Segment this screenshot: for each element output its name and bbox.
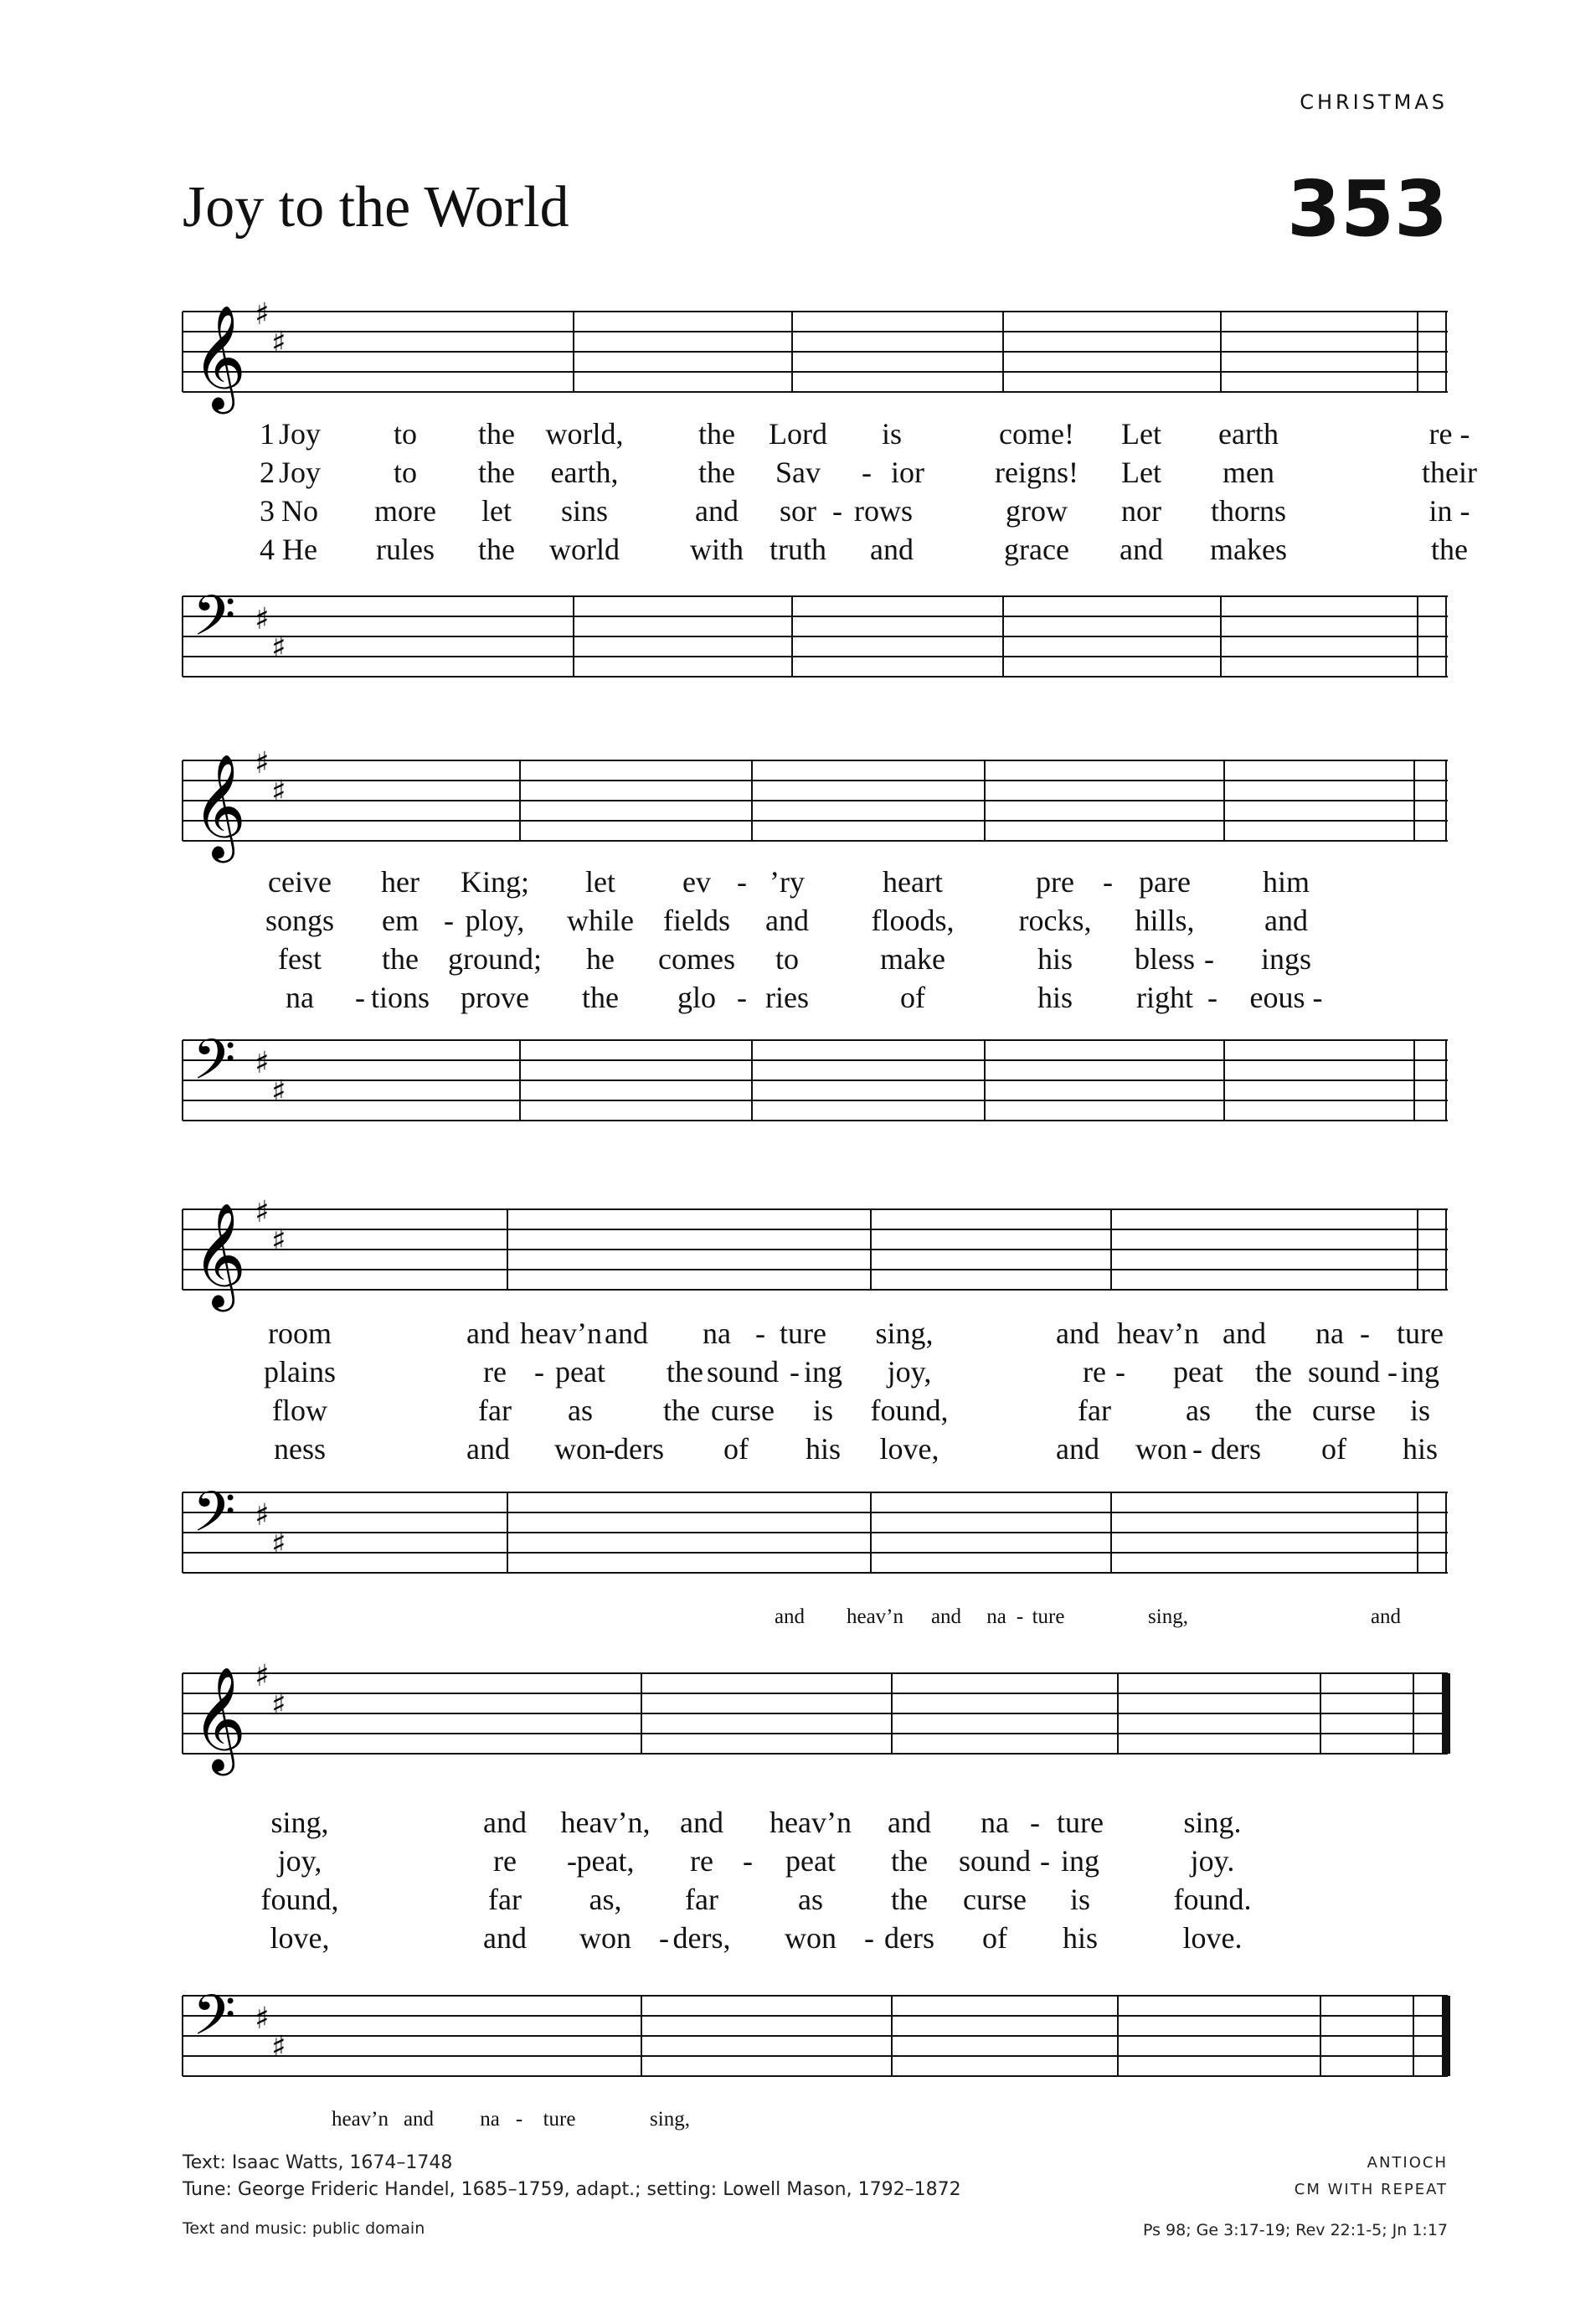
lyric-syllable: far <box>478 1394 512 1427</box>
verse-line <box>183 532 1468 570</box>
lyric-syllable: sins <box>560 494 609 528</box>
sharp-icon: ♯ <box>255 1195 270 1229</box>
lyric-syllable: the <box>1431 533 1468 566</box>
lyric-syllable: his <box>1037 942 1073 976</box>
verse-line <box>183 416 1470 455</box>
sharp-icon: ♯ <box>271 631 286 665</box>
lyric-syllable: peat, <box>576 1844 635 1878</box>
staff-lines <box>183 1480 1448 1574</box>
verse-line <box>183 1431 1448 1470</box>
lyric-syllable: world, <box>545 417 624 451</box>
lyric-syllable: and <box>680 1806 723 1839</box>
lyric-syllable: sound <box>1307 1355 1381 1389</box>
lyric-syllable: as, <box>589 1883 622 1916</box>
lyric-syllable: ploy, <box>465 904 525 937</box>
lyric-syllable: found, <box>260 1883 339 1916</box>
lyric-syllable: and <box>483 1921 527 1955</box>
verse-number: 1 <box>260 417 275 451</box>
sharp-icon: ♯ <box>271 1527 286 1561</box>
sharp-icon: ♯ <box>255 1498 270 1533</box>
lyric-syllable: sound <box>958 1844 1032 1878</box>
meter: CM WITH REPEAT <box>1294 2181 1448 2198</box>
lower-voice-lyrics <box>183 1605 1448 1631</box>
treble-clef-icon: 𝄞 <box>193 1667 246 1771</box>
lyric-syllable: re <box>1083 1355 1106 1389</box>
lyric-syllable: and <box>1056 1432 1099 1466</box>
verse-line <box>183 1805 1448 1843</box>
lyric-syllable: - <box>737 981 747 1014</box>
lyric-syllable: ture <box>780 1317 826 1350</box>
lyric-syllable: sing, <box>875 1317 934 1350</box>
bass-staff <box>183 1028 1448 1121</box>
lyric-syllable: sing. <box>1183 1806 1242 1839</box>
lyric-syllable: - <box>755 1317 765 1350</box>
lyric-syllable: and <box>870 533 914 566</box>
lyric-syllable: let <box>585 865 615 899</box>
lyric-syllable: far <box>685 1883 718 1916</box>
lyric-syllable: him <box>1262 865 1310 899</box>
bass-clef-icon: 𝄢 <box>193 1983 236 2061</box>
lyric-syllable: the <box>1255 1355 1292 1389</box>
lyric-syllable: while <box>567 904 634 937</box>
bass-staff <box>183 584 1448 678</box>
lyric-syllable: of <box>1321 1432 1346 1466</box>
lyric-syllable: - <box>1103 865 1113 899</box>
lyric-syllable: love, <box>270 1921 330 1955</box>
lyric-syllable: - <box>737 865 747 899</box>
lyric-syllable: found, <box>870 1394 949 1427</box>
lyric-syllable: em <box>382 904 419 937</box>
lyric-syllable: of <box>900 981 925 1014</box>
lower-voice-syllable: heav’n <box>331 2108 389 2131</box>
lyric-syllable: grow <box>1006 494 1068 528</box>
lyric-syllable: glo <box>677 981 717 1014</box>
lyric-syllable: and <box>1120 533 1163 566</box>
lyric-syllable: Lord <box>769 417 827 451</box>
lyric-syllable: pare <box>1139 865 1191 899</box>
lyric-syllable: flow <box>272 1394 327 1427</box>
lower-voice-syllable: na <box>480 2108 500 2131</box>
lower-voice-syllable: heav’n <box>846 1605 904 1628</box>
lyric-syllable: - <box>1030 1806 1040 1839</box>
lyric-syllable: heav’n <box>520 1317 602 1350</box>
lyric-syllable: plains <box>264 1355 336 1389</box>
lyric-syllable: rows <box>854 494 913 528</box>
lyric-syllable: love, <box>879 1432 939 1466</box>
lyric-syllable: re <box>690 1844 713 1878</box>
lower-voice-syllable: sing, <box>1148 1605 1188 1628</box>
lyric-syllable: - <box>1115 1355 1125 1389</box>
lyric-syllable: fields <box>663 904 730 937</box>
lyric-syllable: grace <box>1004 533 1069 566</box>
lyric-syllable: - <box>862 456 872 489</box>
lyric-syllable: No <box>281 494 318 528</box>
verse-line <box>183 1882 1448 1920</box>
lyric-syllable: and <box>888 1806 931 1839</box>
lyric-syllable: eous - <box>1249 981 1323 1014</box>
lyric-syllable: - <box>1207 981 1217 1014</box>
lyric-syllable: ture <box>1397 1317 1444 1350</box>
treble-staff <box>183 1659 1448 1771</box>
verse-number: 2 <box>260 456 275 489</box>
lyric-syllable: - <box>567 1844 577 1878</box>
hymn-title: Joy to the World <box>183 175 569 240</box>
treble-clef-icon: 𝄞 <box>193 305 246 410</box>
lyric-syllable: tions <box>370 981 430 1014</box>
lyric-syllable: rocks, <box>1018 904 1092 937</box>
lyric-syllable: the <box>582 981 619 1014</box>
sharp-icon: ♯ <box>271 1074 286 1109</box>
verse-line <box>183 1920 1448 1959</box>
verse-line <box>183 1843 1448 1882</box>
bass-clef-icon: 𝄢 <box>193 1028 236 1105</box>
sharp-icon: ♯ <box>255 746 270 781</box>
lyric-syllable: re <box>483 1355 507 1389</box>
lower-voice-syllable: and <box>403 2108 435 2131</box>
lyric-syllable: heav’n <box>1117 1317 1199 1350</box>
lyric-syllable: world <box>549 533 620 566</box>
lyric-syllable: joy, <box>277 1844 322 1878</box>
lyric-syllable: heav’n <box>770 1806 852 1839</box>
lyric-syllable: He <box>282 533 317 566</box>
sharp-icon: ♯ <box>255 1046 270 1080</box>
bass-clef-icon: 𝄢 <box>193 1480 236 1558</box>
lyric-syllable: of <box>723 1432 749 1466</box>
lyric-syllable: far <box>488 1883 522 1916</box>
lyric-syllable: more <box>374 494 436 528</box>
lyric-syllable: is <box>1069 1883 1091 1916</box>
lyric-syllable: the <box>698 456 735 489</box>
lyric-syllable: is <box>881 417 903 451</box>
lyric-syllable: Joy <box>278 417 322 451</box>
lyric-syllable: his <box>1037 981 1073 1014</box>
lyric-syllable: the <box>478 533 515 566</box>
lyric-syllable: to <box>775 942 800 976</box>
lyric-syllable: - <box>790 1355 800 1389</box>
lower-voice-syllable: ture <box>543 2108 576 2131</box>
lyric-syllable: his <box>805 1432 842 1466</box>
lyric-syllable: love. <box>1182 1921 1243 1955</box>
lyric-syllable: and <box>1223 1317 1266 1350</box>
lyric-syllable: he <box>586 942 615 976</box>
lower-voice-syllable: and <box>774 1605 806 1628</box>
lower-voice-syllable: - <box>1016 1605 1024 1628</box>
verse-line <box>183 864 1448 903</box>
lyric-syllable: the <box>667 1355 703 1389</box>
staff-lines <box>183 746 1448 858</box>
verse-line <box>183 941 1448 980</box>
verse-number: 4 <box>260 533 275 566</box>
lyric-syllable: ness <box>274 1432 326 1466</box>
bass-staff <box>183 1983 1448 2077</box>
lyric-syllable: pre <box>1036 865 1074 899</box>
treble-clef-icon: 𝄞 <box>193 1203 246 1307</box>
lower-voice-syllable: sing, <box>650 2108 690 2131</box>
scripture-references: Ps 98; Ge 3:17-19; Rev 22:1-5; Jn 1:17 <box>1143 2221 1448 2239</box>
verse-line <box>183 1393 1448 1431</box>
staff-lines <box>183 297 1448 410</box>
staff-lines <box>183 1028 1448 1121</box>
lyric-syllable: - <box>444 904 454 937</box>
verse-line <box>183 903 1448 941</box>
lyric-syllable: ior <box>891 456 924 489</box>
lyric-syllable: the <box>891 1883 928 1916</box>
bass-clef-icon: 𝄢 <box>193 584 236 662</box>
lyric-syllable: - <box>1192 1432 1202 1466</box>
lyric-syllable: let <box>481 494 512 528</box>
lyric-syllable: earth <box>1218 417 1279 451</box>
verse-line <box>183 1316 1448 1354</box>
lyric-syllable: of <box>982 1921 1007 1955</box>
lyric-syllable: ries <box>765 981 809 1014</box>
lyric-syllable: come! <box>999 417 1074 451</box>
lyric-syllable: as <box>568 1394 593 1427</box>
lyric-syllable: and <box>483 1806 527 1839</box>
sharp-icon: ♯ <box>271 1224 286 1258</box>
lyric-syllable: the <box>478 417 515 451</box>
lyric-syllable: - <box>605 1432 615 1466</box>
treble-staff <box>183 746 1448 858</box>
lyric-syllable: ings <box>1260 942 1312 976</box>
lyric-syllable: nor <box>1121 494 1161 528</box>
lyric-syllable: the <box>891 1844 928 1878</box>
lower-voice-syllable: - <box>515 2108 523 2131</box>
lyric-syllable: - <box>832 494 842 528</box>
verse-line <box>183 1354 1448 1393</box>
lyric-syllable: sound <box>706 1355 780 1389</box>
lyric-syllable: - <box>534 1355 544 1389</box>
lyric-syllable: her <box>381 865 420 899</box>
lower-voice-syllable: na <box>986 1605 1006 1628</box>
verse-line <box>183 455 1477 493</box>
lyric-syllable: peat <box>1173 1355 1223 1389</box>
lyric-syllable: Sav <box>775 456 821 489</box>
lyric-syllable: reigns! <box>995 456 1078 489</box>
lyric-syllable: and <box>466 1317 510 1350</box>
tune-name: ANTIOCH <box>1367 2154 1448 2172</box>
lower-voice-syllable: and <box>930 1605 962 1628</box>
lyric-syllable: fest <box>278 942 322 976</box>
lyric-syllable: ev <box>682 865 711 899</box>
bass-staff <box>183 1480 1448 1574</box>
lyric-syllable: thorns <box>1211 494 1286 528</box>
lyric-syllable: prove <box>461 981 529 1014</box>
lyric-syllable: peat <box>785 1844 836 1878</box>
lyric-syllable: ground; <box>448 942 542 976</box>
lyric-syllable: floods, <box>871 904 955 937</box>
lyric-syllable: Joy <box>278 456 322 489</box>
lyric-syllable: far <box>1078 1394 1111 1427</box>
lyric-syllable: curse <box>1312 1394 1376 1427</box>
sharp-icon: ♯ <box>255 2002 270 2036</box>
lyric-syllable: won <box>579 1921 631 1955</box>
lyric-syllable: peat <box>555 1355 605 1389</box>
staff-lines <box>183 1195 1448 1307</box>
sharp-icon: ♯ <box>271 326 286 360</box>
lyric-syllable: the <box>382 942 419 976</box>
sharp-icon: ♯ <box>271 2030 286 2064</box>
lyric-syllable: and <box>466 1432 510 1466</box>
lyric-syllable: won <box>785 1921 836 1955</box>
lyric-syllable: as <box>798 1883 823 1916</box>
lyric-syllable: rules <box>376 533 435 566</box>
lyric-syllable: joy. <box>1190 1844 1235 1878</box>
treble-staff <box>183 1195 1448 1307</box>
lyric-syllable: - <box>1360 1317 1370 1350</box>
lyric-syllable: sor <box>780 494 816 528</box>
text-credit: Text: Isaac Watts, 1674–1748 <box>183 2152 453 2173</box>
lyric-syllable: - <box>1040 1844 1050 1878</box>
lyric-syllable: joy, <box>887 1355 932 1389</box>
lyric-syllable: to <box>393 417 418 451</box>
lyric-syllable: curse <box>711 1394 775 1427</box>
lyric-syllable: songs <box>265 904 335 937</box>
lyric-syllable: re - <box>1428 417 1470 451</box>
lyric-syllable: the <box>1255 1394 1292 1427</box>
lyric-syllable: in - <box>1428 494 1470 528</box>
lyric-syllable: make <box>880 942 945 976</box>
lyric-syllable: ’ry <box>770 865 805 899</box>
lyric-syllable: the <box>698 417 735 451</box>
lower-voice-syllable: and <box>1370 1605 1402 1628</box>
lyric-syllable: Let <box>1121 417 1161 451</box>
lyric-syllable: with <box>689 533 744 566</box>
lyric-syllable: room <box>268 1317 332 1350</box>
lyric-syllable: na <box>286 981 314 1014</box>
lyric-syllable: the <box>663 1394 700 1427</box>
lyric-syllable: earth, <box>550 456 619 489</box>
staff-lines <box>183 1983 1448 2077</box>
lyric-syllable: ing <box>803 1355 843 1389</box>
lower-voice-lyrics <box>183 2108 1448 2133</box>
lyric-syllable: right <box>1136 981 1193 1014</box>
lyric-syllable: found. <box>1173 1883 1252 1916</box>
treble-clef-icon: 𝄞 <box>193 754 246 858</box>
lyric-syllable: bless <box>1135 942 1195 976</box>
lyric-syllable: curse <box>963 1883 1027 1916</box>
lyric-syllable: won <box>554 1432 606 1466</box>
lyric-syllable: is <box>812 1394 834 1427</box>
sharp-icon: ♯ <box>255 1659 270 1693</box>
lyric-syllable: na <box>981 1806 1009 1839</box>
lyric-syllable: men <box>1223 456 1274 489</box>
verse-line <box>183 493 1470 532</box>
lyric-syllable: his <box>1402 1432 1439 1466</box>
staff-lines <box>183 1659 1448 1771</box>
lyric-syllable: hills, <box>1135 904 1195 937</box>
lyric-syllable: - <box>355 981 365 1014</box>
lyric-syllable: na <box>703 1317 731 1350</box>
treble-staff <box>183 297 1448 410</box>
lyric-syllable: na <box>1315 1317 1344 1350</box>
lyric-syllable: to <box>393 456 418 489</box>
lyric-syllable: and <box>605 1317 648 1350</box>
lyric-syllable: and <box>765 904 809 937</box>
lyric-syllable: makes <box>1210 533 1287 566</box>
lyric-syllable: their <box>1422 456 1477 489</box>
lyric-syllable: ing <box>1060 1844 1100 1878</box>
sharp-icon: ♯ <box>271 775 286 809</box>
lyric-syllable: the <box>478 456 515 489</box>
staff-lines <box>183 584 1448 678</box>
lyric-syllable: sing, <box>270 1806 329 1839</box>
lyric-syllable: - <box>864 1921 874 1955</box>
lyric-syllable: ders <box>614 1432 664 1466</box>
lyric-syllable: heart <box>883 865 943 899</box>
lyric-syllable: re <box>493 1844 517 1878</box>
lyric-syllable: - <box>743 1844 753 1878</box>
lyric-syllable: - <box>1204 942 1214 976</box>
sharp-icon: ♯ <box>255 602 270 636</box>
lyric-syllable: his <box>1062 1921 1099 1955</box>
lyric-syllable: ing <box>1400 1355 1440 1389</box>
sharp-icon: ♯ <box>271 1688 286 1722</box>
lyric-syllable: King; <box>460 865 530 899</box>
lower-voice-syllable: ture <box>1032 1605 1065 1628</box>
lyric-syllable: ders <box>884 1921 934 1955</box>
verse-number: 3 <box>260 494 275 528</box>
lyric-syllable: as <box>1186 1394 1211 1427</box>
lyric-syllable: ders, <box>672 1921 731 1955</box>
lyric-syllable: truth <box>770 533 826 566</box>
copyright-notice: Text and music: public domain <box>183 2219 425 2238</box>
lyric-syllable: Let <box>1121 456 1161 489</box>
tune-credit: Tune: George Frideric Handel, 1685–1759, adapt.; setting: Lowell Mason, 1792–1872 <box>183 2179 961 2200</box>
lyric-syllable: won <box>1135 1432 1187 1466</box>
lyric-syllable: is <box>1409 1394 1431 1427</box>
lyric-syllable: - <box>659 1921 669 1955</box>
lyric-syllable: and <box>695 494 739 528</box>
lyric-syllable: ture <box>1057 1806 1104 1839</box>
lyric-syllable: - <box>1387 1355 1398 1389</box>
lyric-syllable: ders <box>1211 1432 1261 1466</box>
sharp-icon: ♯ <box>255 297 270 332</box>
verse-line <box>183 980 1448 1018</box>
lyric-syllable: heav’n, <box>560 1806 651 1839</box>
hymnal-section-label: CHRISTMAS <box>1300 90 1448 114</box>
lyric-syllable: and <box>1056 1317 1099 1350</box>
hymn-number: 353 <box>1286 164 1448 254</box>
lyric-syllable: ceive <box>268 865 332 899</box>
lyric-syllable: comes <box>658 942 735 976</box>
lyric-syllable: and <box>1264 904 1308 937</box>
